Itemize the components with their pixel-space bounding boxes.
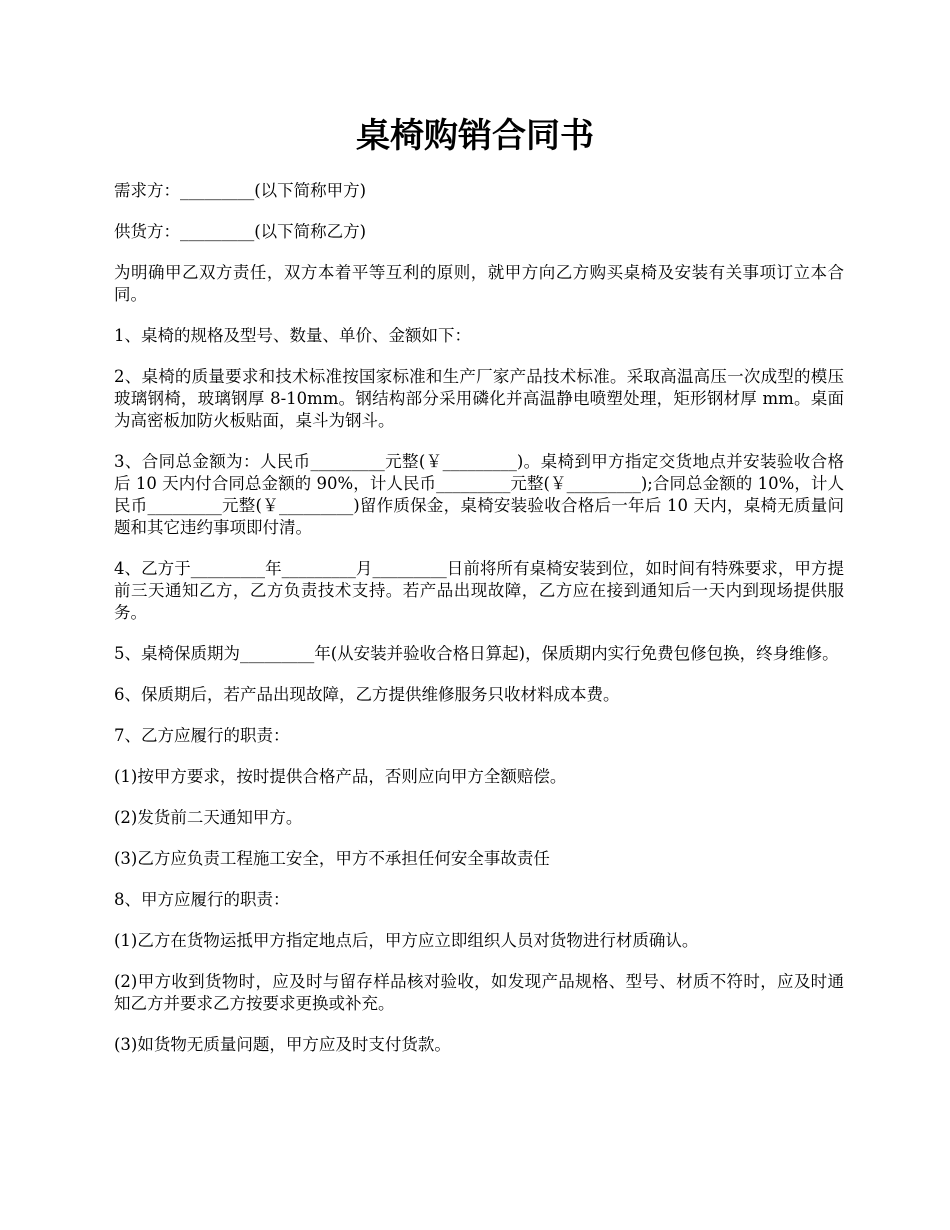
clause-7-supplier-duties: 7、乙方应履行的职责： <box>114 726 290 745</box>
clause-2-quality: 2、桌椅的质量要求和技术标准按国家标准和生产厂家产品技术标准。采取高温高压一次成型的模压玻璃钢椅，玻璃钢厚 8-10mm。钢结构部分采用磷化并高温静电喷塑处理，矩形钢材厚 mm。桌面为高密板加防火板贴面，桌斗为钢斗。 <box>114 367 844 430</box>
clause-5-warranty: 5、桌椅保质期为_________年(从安装并验收合格日算起)，保质期内实行免费包修包换，终身维修。 <box>114 644 839 663</box>
supplier-line: 供货方：_________(以下简称乙方) <box>114 222 367 241</box>
supplier-duty-1: (1)按甲方要求，按时提供合格产品，否则应向甲方全额赔偿。 <box>114 767 567 786</box>
buyer-duty-2: (2)甲方收到货物时，应及时与留存样品核对验收，如发现产品规格、型号、材质不符时，应及时通知乙方并要求乙方按要求更换或补充。 <box>114 972 844 1013</box>
buyer-duty-1: (1)乙方在货物运抵甲方指定地点后，甲方应立即组织人员对货物进行材质确认。 <box>114 931 699 950</box>
buyer-line: 需求方：_________(以下简称甲方) <box>114 181 367 200</box>
clause-4-delivery: 4、乙方于_________年_________月_________日前将所有桌椅安装到位，如时间有特殊要求，甲方提前三天通知乙方，乙方负责技术支持。若产品出现故障，乙方应在接到通知后一天内到现场提供服务。 <box>114 559 844 622</box>
clause-6-post-warranty: 6、保质期后，若产品出现故障，乙方提供维修服务只收材料成本费。 <box>114 685 620 704</box>
clause-3-payment: 3、合同总金额为：人民币_________元整(￥_________)。桌椅到甲方指定交货地点并安装验收合格后 10 天内付合同总金额的 90%，计人民币_________元整(￥_________);合同总金额的 10%，计人民币_________元整(￥_________)留作质保金，桌椅安装验收合格后一年后 10 天内，桌椅无质量问题和其它违约事项即付清。 <box>114 452 844 537</box>
buyer-duty-3: (3)如货物无质量问题，甲方应及时支付货款。 <box>114 1035 451 1054</box>
document-title: 桌椅购销合同书 <box>356 116 594 156</box>
supplier-duty-3: (3)乙方应负责工程施工安全，甲方不承担任何安全事故责任 <box>114 849 550 868</box>
preamble-paragraph: 为明确甲乙双方责任，双方本着平等互利的原则，就甲方向乙方购买桌椅及安装有关事项订立本合同。 <box>114 263 844 304</box>
supplier-duty-2: (2)发货前二天通知甲方。 <box>114 808 303 827</box>
clause-1-specs: 1、桌椅的规格及型号、数量、单价、金额如下： <box>114 326 471 345</box>
document-body <box>114 180 844 1075</box>
clause-8-buyer-duties: 8、甲方应履行的职责： <box>114 890 290 909</box>
